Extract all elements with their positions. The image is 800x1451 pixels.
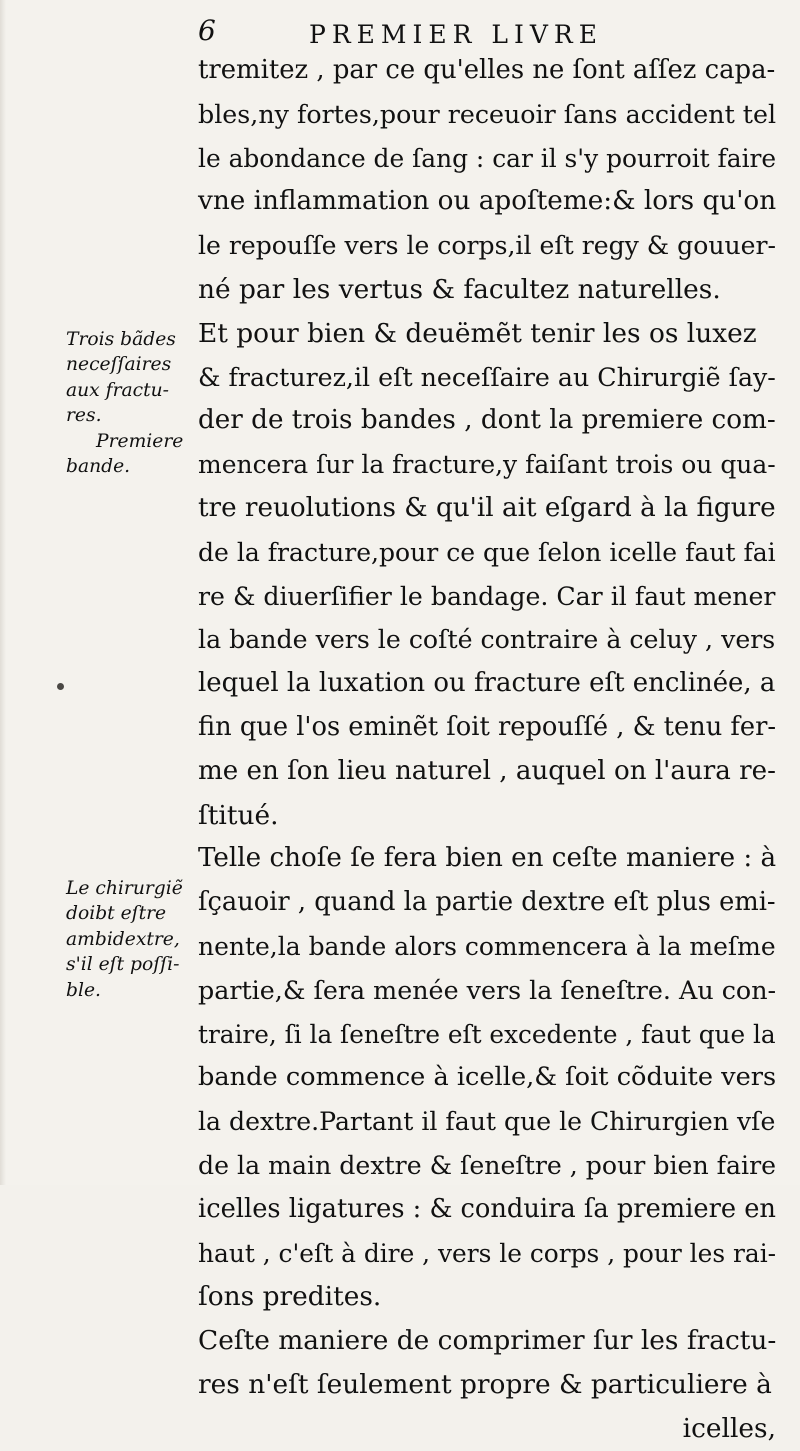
marginal-note-chirurgien (66, 876, 196, 1003)
text-line: bande commence à icelle,& ſoit cõduite vers (198, 1062, 777, 1093)
text-line: vne inflammation ou apoſteme:& lors qu'on (198, 186, 777, 217)
text-line: ſçauoir , quand la partie dextre eſt plus emi- (198, 887, 776, 918)
text-line: le repouſſe vers le corps,il eſt regy & gouuer- (198, 231, 777, 261)
text-line: me en ſon lieu naturel , auquel on l'aura re- (198, 755, 776, 786)
text-line: fin que l'os eminẽt ſoit repouſſé , & tenu fer- (198, 711, 777, 742)
text-line: icelles ligatures : & conduira ſa premiere en (198, 1193, 776, 1224)
text-line: der de trois bandes , dont la premiere com- (198, 405, 776, 436)
page-header (196, 12, 756, 52)
text-line: res n'eſt ſeulement propre & particuliere à (198, 1368, 772, 1400)
text-line: de la main dextre & ſeneſtre , pour bien faire (198, 1150, 777, 1180)
text-line: ſtitué. (198, 799, 279, 831)
text-line: icelles, (682, 1412, 776, 1444)
marginal-note-line: res. (66, 405, 102, 427)
text-line: né par les vertus & facultez naturelles. (198, 273, 721, 305)
text-line: le abondance de ſang : car il s'y pourroit faire (198, 143, 777, 173)
page-number: 6 (198, 14, 216, 47)
text-line: tre reuolutions & qu'il ait eſgard à la figure (198, 492, 776, 523)
text-line: lequel la luxation ou fracture eſt enclinée, a (198, 668, 776, 699)
text-line: & fracturez,il eſt neceſſaire au Chirurgiẽ ſay- (198, 362, 776, 392)
marginal-note-line: ambidextre, (66, 928, 180, 950)
marginal-note-line: aux fractu- (66, 379, 169, 401)
text-line: re & diuerſifier le bandage. Car il faut mener (198, 581, 776, 611)
text-line: Ceſte maniere de comprimer ſur les fractu- (198, 1325, 777, 1357)
main-text-block (198, 49, 778, 1451)
text-line: bles,ny fortes,pour receuoir ſans accident tel (198, 98, 777, 129)
ink-speck (57, 683, 64, 690)
marginal-note-line: Premiere (96, 430, 184, 452)
marginal-note-line: Trois bãdes (66, 329, 176, 350)
marginal-note-line: doibt eſtre (66, 903, 167, 925)
running-title: PREMIER LIVRE (309, 20, 603, 49)
marginal-note-line: Le chirurgiẽ (66, 878, 183, 899)
text-line: ſons predites. (198, 1281, 382, 1313)
text-line: partie,& ſera menée vers la ſeneſtre. Au con- (198, 974, 777, 1005)
marginal-note-line: bande. (66, 455, 131, 477)
text-line: la dextre.Partant il faut que le Chirurgien vſe (198, 1107, 776, 1137)
marginal-note-line: ble. (66, 979, 101, 1001)
text-line: traire, ſi la ſeneſtre eſt excedente , faut que la (198, 1019, 776, 1049)
text-line: tremitez , par ce qu'elles ne ſont aſſez capa- (198, 55, 776, 85)
text-line: Telle choſe ſe fera bien en ceſte maniere : à (198, 843, 777, 874)
text-line: de la fracture,pour ce que ſelon icelle faut fai (198, 537, 776, 567)
page-edge-shadow (0, 0, 6, 1185)
marginal-note-line: neceſſaires (66, 354, 172, 376)
text-line: mencera ſur la fracture,y faiſant trois ou qua- (198, 450, 776, 480)
text-line: haut , c'eſt à dire , vers le corps , pour les rai- (198, 1238, 777, 1268)
marginal-note-line: s'il eſt poſſi- (66, 954, 180, 976)
marginal-note-trois-bandes (66, 327, 196, 479)
text-line: nente,la bande alors commencera à la meſme (198, 931, 776, 961)
text-line: Et pour bien & deuëmẽt tenir les os luxez (198, 317, 757, 349)
text-line: la bande vers le coſté contraire à celuy , vers (198, 625, 776, 655)
